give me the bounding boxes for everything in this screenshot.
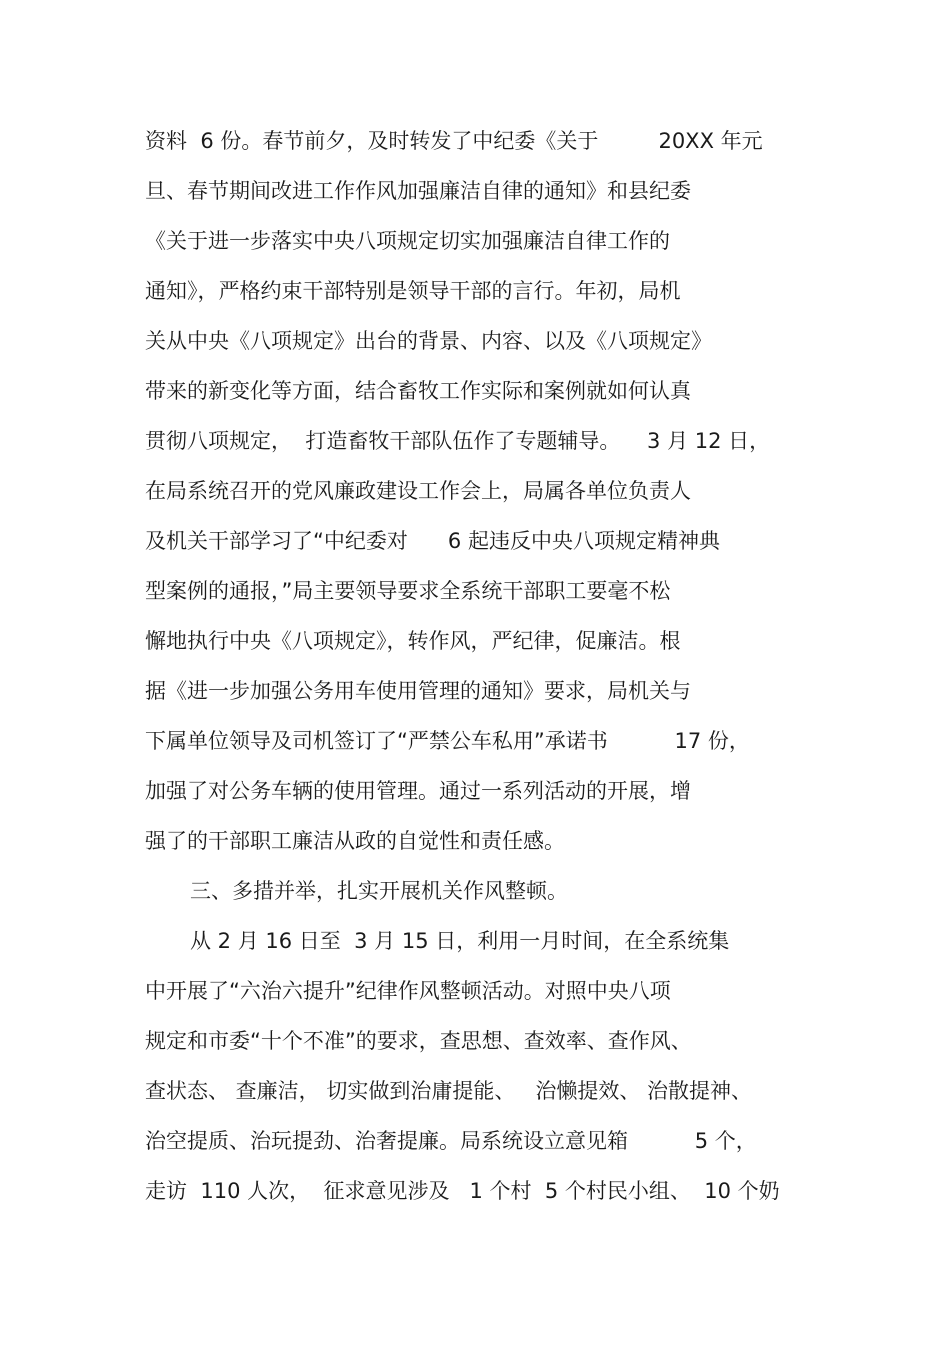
text-line: 贯彻八项规定， 打造畜牧干部队伍作了专题辅导。 3 月 12 日， — [145, 429, 771, 453]
text-line: 走访 110 人次， 征求意见涉及 1 个村 5 个村民小组、 10 个奶 — [145, 1179, 780, 1203]
text-line: 治空提质、治玩提劲、治奢提廉。局系统设立意见箱 5 个， — [145, 1129, 757, 1153]
text-line: 资料 6 份。春节前夕，及时转发了中纪委《关于 20XX 年元 — [145, 129, 763, 153]
text-line: 加强了对公务车辆的使用管理。通过一系列活动的开展，增 — [145, 779, 691, 803]
text-line: 《关于进一步落实中央八项规定切实加强廉洁自律工作的 — [145, 229, 670, 253]
text-line: 中开展了“六治六提升”纪律作风整顿活动。对照中央八项 — [145, 979, 671, 1003]
text-line: 下属单位领导及司机签订了“严禁公车私用”承诺书 17 份， — [145, 729, 750, 753]
text-line: 强了的干部职工廉洁从政的自觉性和责任感。 — [145, 829, 565, 853]
text-line: 通知》，严格约束干部特别是领导干部的言行。年初，局机 — [145, 279, 681, 303]
text-line: 关从中央《八项规定》出台的背景、内容、以及《八项规定》 — [145, 329, 712, 353]
text-line: 旦、春节期间改进工作作风加强廉洁自律的通知》和县纪委 — [145, 179, 691, 203]
text-line: 型案例的通报，”局主要领导要求全系统干部职工要毫不松 — [145, 579, 671, 603]
text-line: 据《进一步加强公务用车使用管理的通知》要求，局机关与 — [145, 679, 691, 703]
text-line: 规定和市委“十个不准”的要求，查思想、查效率、查作风、 — [145, 1029, 692, 1053]
text-line: 懈地执行中央《八项规定》，转作风，严纪律，促廉洁。根 — [145, 629, 681, 653]
text-line: 从 2 月 16 日至 3 月 15 日，利用一月时间，在全系统集 — [190, 929, 730, 953]
text-line: 及机关干部学习了“中纪委对 6 起违反中央八项规定精神典 — [145, 529, 720, 553]
section-heading: 三、多措并举，扎实开展机关作风整顿。 — [190, 879, 568, 903]
text-line: 查状态、 查廉洁， 切实做到治庸提能、 治懒提效、 治散提神、 — [145, 1079, 753, 1103]
text-line: 在局系统召开的党风廉政建设工作会上，局属各单位负责人 — [145, 479, 691, 503]
text-line: 带来的新变化等方面，结合畜牧工作实际和案例就如何认真 — [145, 379, 691, 403]
